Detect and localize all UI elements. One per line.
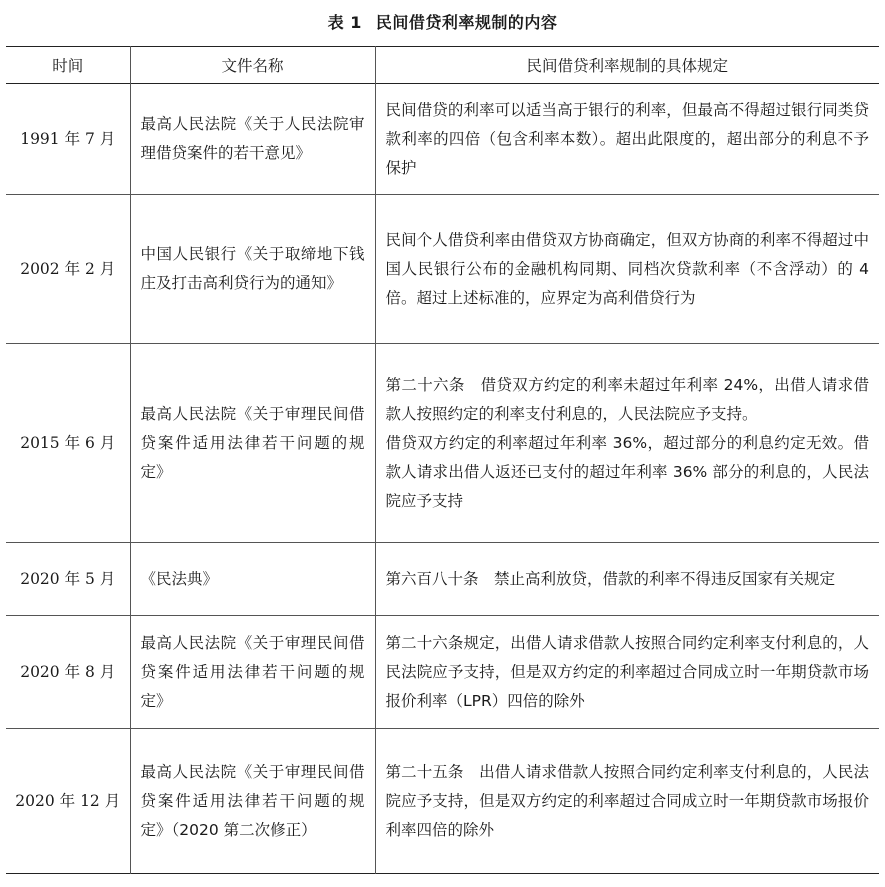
- row-rule: [375, 344, 879, 543]
- table-row: [6, 84, 879, 195]
- rule-paragraph: 第二十六条规定，出借人请求借款人按照合同约定利率支付利息的，人民法院应予支持，但是双方约定的利率超过合同成立时一年期贷款市场报价利率（LPR）四倍的除外: [385, 633, 869, 710]
- regulation-table: [6, 46, 879, 874]
- row-rule: [375, 195, 879, 344]
- row-document: 中国人民银行《关于取缔地下钱庄及打击高利贷行为的通知》: [130, 195, 375, 344]
- row-time: 2015 年 6 月: [20, 433, 116, 452]
- row-document: 最高人民法院《关于人民法院审理借贷案件的若干意见》: [130, 84, 375, 195]
- rule-paragraph: 借贷双方约定的利率超过年利率 36%，超过部分的利息约定无效。借款人请求出借人返还已支付的超过年利率 36% 部分的利息的，人民法院应予支持: [385, 433, 869, 510]
- row-document: 最高人民法院《关于审理民间借贷案件适用法律若干问题的规定》: [130, 616, 375, 729]
- table-row: [6, 195, 879, 344]
- header-time: 时间: [52, 57, 84, 75]
- row-document: 最高人民法院《关于审理民间借贷案件适用法律若干问题的规定》: [130, 344, 375, 543]
- caption-title: 民间借贷利率规制的内容: [375, 13, 558, 32]
- rule-paragraph: 第六百八十条 禁止高利放贷，借款的利率不得违反国家有关规定: [385, 569, 836, 588]
- row-time: 1991 年 7 月: [20, 129, 116, 148]
- row-document: 《民法典》: [130, 543, 375, 616]
- row-time: 2020 年 12 月: [15, 791, 121, 810]
- row-document: 最高人民法院《关于审理民间借贷案件适用法律若干问题的规定》（2020 第二次修正）: [130, 729, 375, 874]
- row-rule: [375, 616, 879, 729]
- header-document: 文件名称: [130, 47, 375, 84]
- rule-paragraph: 民间借贷的利率可以适当高于银行的利率，但最高不得超过银行同类贷款利率的四倍（包含利率本数）。超出此限度的，超出部分的利息不予保护: [385, 100, 869, 177]
- header-rule: 民间借贷利率规制的具体规定: [375, 47, 879, 84]
- table-caption: [0, 10, 885, 33]
- caption-number: 表 1: [327, 13, 362, 32]
- table-row: [6, 344, 879, 543]
- table-row: [6, 616, 879, 729]
- rule-paragraph: 民间个人借贷利率由借贷双方协商确定，但双方协商的利率不得超过中国人民银行公布的金融机构同期、同档次贷款利率（不含浮动）的 4 倍。超过上述标准的，应界定为高利借贷行为: [385, 230, 869, 307]
- row-time: 2002 年 2 月: [20, 259, 116, 278]
- rule-paragraph: 第二十六条 借贷双方约定的利率未超过年利率 24%，出借人请求借款人按照约定的利率支付利息的，人民法院应予支持。: [385, 375, 869, 423]
- row-rule: [375, 543, 879, 616]
- rule-paragraph: 第二十五条 出借人请求借款人按照合同约定利率支付利息的，人民法院应予支持，但是双方约定的利率超过合同成立时一年期贷款市场报价利率四倍的除外: [385, 762, 869, 839]
- table-row: [6, 729, 879, 874]
- header-row: [6, 47, 879, 84]
- row-rule: [375, 729, 879, 874]
- row-time: 2020 年 5 月: [20, 569, 116, 588]
- row-time: 2020 年 8 月: [20, 662, 116, 681]
- table-row: [6, 543, 879, 616]
- row-rule: [375, 84, 879, 195]
